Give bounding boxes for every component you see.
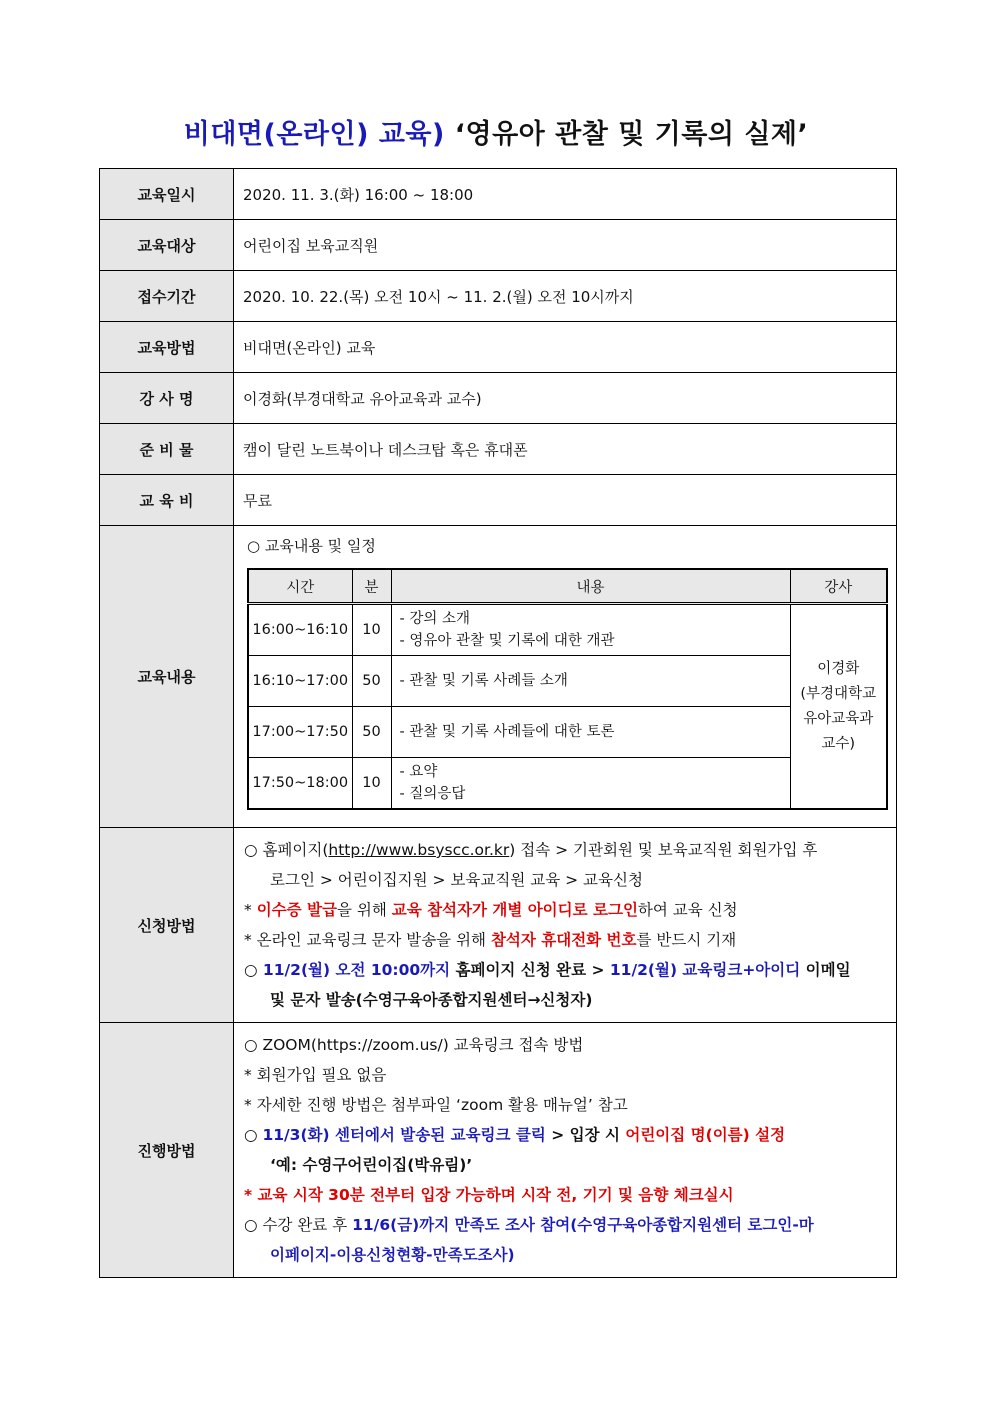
row-target <box>100 220 897 271</box>
value-method: 비대면(온라인) 교육 <box>234 322 897 373</box>
label-registration: 접수기간 <box>100 271 234 322</box>
label-instructor: 강 사 명 <box>100 373 234 424</box>
label-content: 교육내용 <box>100 526 234 828</box>
proceed-emphasis: 어린이집 명(이름) 설정 <box>625 1126 786 1144</box>
schedule-minutes: 50 <box>352 707 391 758</box>
value-fee: 무료 <box>234 475 897 526</box>
apply-text: * <box>244 901 257 919</box>
schedule-time: 16:00~16:10 <box>248 604 352 656</box>
content-cell <box>234 526 897 828</box>
schedule-line: - 강의 소개 <box>399 611 470 627</box>
proceed-emphasis: 까지 만족도 조사 참여(수영구육아종합지원센터 로그인-마 <box>419 1216 814 1234</box>
apply-text: ○ 홈페이지( <box>244 841 329 859</box>
schedule-time: 16:10~17:00 <box>248 656 352 707</box>
apply-text: ○ <box>244 961 263 979</box>
row-supplies <box>100 424 897 475</box>
proceed-line-3: * 자세한 진행 방법은 첨부파일 ‘zoom 활용 매뉴얼’ 참고 <box>244 1096 628 1114</box>
apply-emphasis: 참석자 휴대전화 번호 <box>490 931 637 949</box>
teacher-line: (부경대학교 <box>800 685 877 702</box>
apply-emphasis: 11/2(월) 오전 10:00까지 <box>262 961 451 979</box>
apply-text: 하여 교육 신청 <box>637 901 738 919</box>
value-date: 2020. 11. 3.(화) 16:00 ~ 18:00 <box>234 169 897 220</box>
proceed-text: > 입장 시 <box>545 1126 626 1144</box>
apply-line-5 <box>244 955 887 985</box>
value-registration: 2020. 10. 22.(목) 오전 10시 ~ 11. 2.(월) 오전 10시까지 <box>234 271 897 322</box>
header-time: 시간 <box>248 569 352 604</box>
row-date <box>100 169 897 220</box>
schedule-content <box>391 707 790 758</box>
apply-line-6: 및 문자 발송(수영구육아종합지원센터→신청자) <box>270 991 593 1009</box>
proceed-cell <box>234 1023 897 1278</box>
proceed-line-1: ○ ZOOM(https://zoom.us/) 교육링크 접속 방법 <box>244 1036 584 1054</box>
label-proceed: 진행방법 <box>100 1023 234 1278</box>
schedule-content <box>391 656 790 707</box>
value-instructor: 이경화(부경대학교 유아교육과 교수) <box>234 373 897 424</box>
apply-line-4 <box>244 925 887 955</box>
value-target: 어린이집 보육교직원 <box>234 220 897 271</box>
proceed-line-7 <box>244 1210 887 1240</box>
label-supplies: 준 비 물 <box>100 424 234 475</box>
apply-line-1 <box>244 835 887 865</box>
schedule-content <box>391 758 790 810</box>
teacher-line: 교수) <box>821 735 856 752</box>
label-apply: 신청방법 <box>100 828 234 1023</box>
apply-text: 을 위해 <box>336 901 392 919</box>
schedule-line: - 관찰 및 기록 사례들 소개 <box>399 673 568 689</box>
label-fee: 교 육 비 <box>100 475 234 526</box>
schedule-header-row <box>248 569 887 604</box>
row-content <box>100 526 897 828</box>
label-date: 교육일시 <box>100 169 234 220</box>
apply-line-2: 로그인 > 어린이집지원 > 보육교직원 교육 > 교육신청 <box>270 871 643 889</box>
apply-text: 홈페이지 신청 완료 > <box>450 961 610 979</box>
proceed-emphasis: 11/6(금) <box>352 1216 420 1234</box>
apply-text: 를 반드시 기재 <box>636 931 737 949</box>
schedule-row <box>248 604 887 656</box>
proceed-line-8: 이페이지-이용신청현황-만족도조사) <box>270 1246 515 1264</box>
title-part1: 비대면(온라인) 교육) <box>183 119 445 150</box>
row-registration <box>100 271 897 322</box>
teacher-line: 유아교육과 <box>803 710 874 727</box>
row-proceed <box>100 1023 897 1278</box>
schedule-line: - 관찰 및 기록 사례들에 대한 토론 <box>399 724 615 740</box>
proceed-text: ○ <box>244 1126 263 1144</box>
content-heading: ○ 교육내용 및 일정 <box>247 537 376 555</box>
apply-emphasis: 교육 참석자가 개별 아이디로 로그인 <box>391 901 638 919</box>
page-title <box>0 112 992 151</box>
row-method <box>100 322 897 373</box>
value-supplies: 캠이 달린 노트북이나 데스크탑 혹은 휴대폰 <box>234 424 897 475</box>
apply-line-3 <box>244 895 887 925</box>
proceed-line-4 <box>244 1120 887 1150</box>
info-table <box>99 168 897 1278</box>
label-target: 교육대상 <box>100 220 234 271</box>
schedule-minutes: 10 <box>352 604 391 656</box>
row-fee <box>100 475 897 526</box>
apply-cell <box>234 828 897 1023</box>
apply-text: ) 접속 > 기관회원 및 보육교직원 회원가입 후 <box>509 841 818 859</box>
teacher-line: 이경화 <box>817 660 860 677</box>
homepage-link[interactable]: http://www.bsyscc.or.kr <box>328 841 510 859</box>
apply-text: * 온라인 교육링크 문자 발송을 위해 <box>244 931 491 949</box>
schedule-minutes: 10 <box>352 758 391 810</box>
schedule-line: - 질의응답 <box>399 786 466 802</box>
proceed-text: ○ 수강 완료 후 <box>244 1216 353 1234</box>
header-minutes: 분 <box>352 569 391 604</box>
schedule-table <box>247 568 888 810</box>
header-teacher: 강사 <box>790 569 887 604</box>
proceed-line-5: ‘예: 수영구어린이집(박유림)’ <box>270 1156 473 1174</box>
proceed-line-6: * 교육 시작 30분 전부터 입장 가능하며 시작 전, 기기 및 음향 체크실시 <box>244 1186 734 1204</box>
proceed-line-2: * 회원가입 필요 없음 <box>244 1066 387 1084</box>
row-instructor <box>100 373 897 424</box>
apply-emphasis: 이수증 발급 <box>256 901 337 919</box>
schedule-time: 17:50~18:00 <box>248 758 352 810</box>
schedule-minutes: 50 <box>352 656 391 707</box>
schedule-time: 17:00~17:50 <box>248 707 352 758</box>
label-method: 교육방법 <box>100 322 234 373</box>
header-content: 내용 <box>391 569 790 604</box>
schedule-line: - 영유아 관찰 및 기록에 대한 개관 <box>399 633 615 649</box>
title-part2: ‘영유아 관찰 및 기록의 실제’ <box>454 119 809 150</box>
apply-text: 이메일 <box>800 961 851 979</box>
schedule-content <box>391 604 790 656</box>
proceed-emphasis: 11/3(화) 센터에서 발송된 교육링크 클릭 <box>262 1126 546 1144</box>
row-apply <box>100 828 897 1023</box>
schedule-line: - 요약 <box>399 764 438 780</box>
apply-emphasis: 11/2(월) 교육링크+아이디 <box>609 961 801 979</box>
schedule-teacher <box>790 604 887 810</box>
